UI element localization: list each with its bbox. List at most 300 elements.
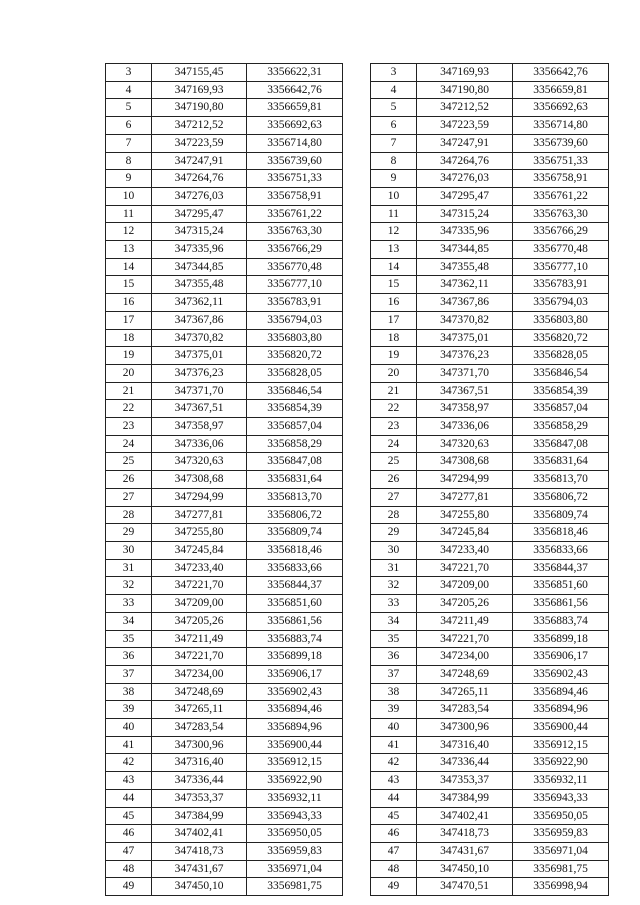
point-number-cell: 22: [371, 400, 417, 418]
y-coordinate-cell: 3356714,80: [513, 117, 609, 135]
x-coordinate-cell: 347371,70: [417, 364, 513, 382]
table-row: [371, 860, 609, 878]
y-coordinate-cell: 3356763,30: [513, 205, 609, 223]
x-coordinate-cell: 347155,45: [152, 64, 247, 82]
point-number-cell: 45: [106, 807, 152, 825]
table-row: [106, 170, 343, 188]
table-row: [106, 241, 343, 259]
point-number-cell: 48: [371, 860, 417, 878]
table-row: [371, 258, 609, 276]
x-coordinate-cell: 347221,70: [417, 559, 513, 577]
point-number-cell: 37: [106, 665, 152, 683]
y-coordinate-cell: 3356761,22: [513, 187, 609, 205]
table-row: [371, 612, 609, 630]
point-number-cell: 35: [371, 630, 417, 648]
point-number-cell: 46: [371, 825, 417, 843]
x-coordinate-cell: 347450,10: [152, 878, 247, 896]
y-coordinate-cell: 3356899,18: [513, 630, 609, 648]
x-coordinate-cell: 347234,00: [152, 665, 247, 683]
y-coordinate-cell: 3356783,91: [247, 294, 343, 312]
x-coordinate-cell: 347223,59: [152, 134, 247, 152]
point-number-cell: 43: [371, 772, 417, 790]
x-coordinate-cell: 347190,80: [152, 99, 247, 117]
table-row: [371, 506, 609, 524]
x-coordinate-cell: 347353,37: [417, 772, 513, 790]
y-coordinate-cell: 3356854,39: [247, 400, 343, 418]
table-row: [106, 541, 343, 559]
y-coordinate-cell: 3356761,22: [247, 205, 343, 223]
x-coordinate-cell: 347315,24: [417, 205, 513, 223]
table-row: [106, 471, 343, 489]
y-coordinate-cell: 3356828,05: [513, 347, 609, 365]
table-row: [106, 453, 343, 471]
point-number-cell: 36: [106, 648, 152, 666]
table-row: [371, 825, 609, 843]
y-coordinate-cell: 3356820,72: [247, 347, 343, 365]
x-coordinate-cell: 347370,82: [417, 311, 513, 329]
y-coordinate-cell: 3356809,74: [247, 524, 343, 542]
x-coordinate-cell: 347265,11: [417, 683, 513, 701]
point-number-cell: 31: [106, 559, 152, 577]
x-coordinate-cell: 347315,24: [152, 223, 247, 241]
point-number-cell: 13: [106, 241, 152, 259]
table-row: [106, 506, 343, 524]
x-coordinate-cell: 347294,99: [417, 471, 513, 489]
point-number-cell: 47: [106, 842, 152, 860]
y-coordinate-cell: 3356906,17: [247, 665, 343, 683]
table-row: [371, 736, 609, 754]
x-coordinate-cell: 347255,80: [417, 506, 513, 524]
table-row: [106, 878, 343, 896]
y-coordinate-cell: 3356833,66: [513, 541, 609, 559]
y-coordinate-cell: 3356854,39: [513, 382, 609, 400]
point-number-cell: 15: [371, 276, 417, 294]
table-row: [106, 152, 343, 170]
point-number-cell: 3: [106, 64, 152, 82]
x-coordinate-cell: 347212,52: [417, 99, 513, 117]
x-coordinate-cell: 347265,11: [152, 701, 247, 719]
table-row: [371, 789, 609, 807]
y-coordinate-cell: 3356894,46: [247, 701, 343, 719]
table-row: [371, 772, 609, 790]
x-coordinate-cell: 347362,11: [152, 294, 247, 312]
y-coordinate-cell: 3356858,29: [247, 435, 343, 453]
y-coordinate-cell: 3356758,91: [247, 187, 343, 205]
y-coordinate-cell: 3356763,30: [247, 223, 343, 241]
y-coordinate-cell: 3356809,74: [513, 506, 609, 524]
x-coordinate-cell: 347367,86: [417, 294, 513, 312]
x-coordinate-cell: 347308,68: [417, 453, 513, 471]
point-number-cell: 16: [106, 294, 152, 312]
table-row: [371, 807, 609, 825]
x-coordinate-cell: 347353,37: [152, 789, 247, 807]
table-row: [371, 400, 609, 418]
table-row: [371, 488, 609, 506]
x-coordinate-cell: 347384,99: [152, 807, 247, 825]
point-number-cell: 37: [371, 665, 417, 683]
x-coordinate-cell: 347336,06: [417, 418, 513, 436]
x-coordinate-cell: 347367,51: [417, 382, 513, 400]
x-coordinate-cell: 347470,51: [417, 878, 513, 896]
x-coordinate-cell: 347320,63: [152, 453, 247, 471]
y-coordinate-cell: 3356806,72: [247, 506, 343, 524]
point-number-cell: 41: [106, 736, 152, 754]
x-coordinate-cell: 347276,03: [152, 187, 247, 205]
table-row: [371, 64, 609, 82]
table-row: [106, 825, 343, 843]
x-coordinate-cell: 347367,86: [152, 311, 247, 329]
x-coordinate-cell: 347316,40: [152, 754, 247, 772]
x-coordinate-cell: 347211,49: [417, 612, 513, 630]
y-coordinate-cell: 3356739,60: [513, 134, 609, 152]
y-coordinate-cell: 3356813,70: [247, 488, 343, 506]
y-coordinate-cell: 3356622,31: [247, 64, 343, 82]
x-coordinate-cell: 347295,47: [417, 187, 513, 205]
x-coordinate-cell: 347233,40: [417, 541, 513, 559]
x-coordinate-cell: 347221,70: [152, 577, 247, 595]
table-row: [371, 241, 609, 259]
x-coordinate-cell: 347362,11: [417, 276, 513, 294]
y-coordinate-cell: 3356828,05: [247, 364, 343, 382]
point-number-cell: 16: [371, 294, 417, 312]
x-coordinate-cell: 347344,85: [152, 258, 247, 276]
x-coordinate-cell: 347245,84: [417, 524, 513, 542]
table-row: [371, 382, 609, 400]
x-coordinate-cell: 347211,49: [152, 630, 247, 648]
point-number-cell: 33: [106, 595, 152, 613]
y-coordinate-cell: 3356857,04: [247, 418, 343, 436]
x-coordinate-cell: 347221,70: [152, 648, 247, 666]
y-coordinate-cell: 3356906,17: [513, 648, 609, 666]
y-coordinate-cell: 3356851,60: [513, 577, 609, 595]
table-row: [106, 842, 343, 860]
point-number-cell: 10: [371, 187, 417, 205]
y-coordinate-cell: 3356794,03: [247, 311, 343, 329]
point-number-cell: 30: [371, 541, 417, 559]
point-number-cell: 32: [106, 577, 152, 595]
table-row: [106, 772, 343, 790]
table-row: [371, 453, 609, 471]
table-row: [106, 187, 343, 205]
y-coordinate-cell: 3356998,94: [513, 878, 609, 896]
point-number-cell: 6: [371, 117, 417, 135]
point-number-cell: 31: [371, 559, 417, 577]
point-number-cell: 18: [106, 329, 152, 347]
table-row: [106, 595, 343, 613]
table-row: [371, 170, 609, 188]
point-number-cell: 5: [106, 99, 152, 117]
point-number-cell: 23: [106, 418, 152, 436]
x-coordinate-cell: 347335,96: [152, 241, 247, 259]
x-coordinate-cell: 347205,26: [417, 595, 513, 613]
point-number-cell: 7: [371, 134, 417, 152]
table-row: [371, 577, 609, 595]
x-coordinate-cell: 347190,80: [417, 81, 513, 99]
point-number-cell: 14: [106, 258, 152, 276]
x-coordinate-cell: 347247,91: [152, 152, 247, 170]
table-row: [371, 701, 609, 719]
point-number-cell: 44: [106, 789, 152, 807]
point-number-cell: 43: [106, 772, 152, 790]
table-row: [106, 400, 343, 418]
table-row: [371, 524, 609, 542]
table-row: [106, 294, 343, 312]
point-number-cell: 33: [371, 595, 417, 613]
point-number-cell: 21: [106, 382, 152, 400]
y-coordinate-cell: 3356847,08: [247, 453, 343, 471]
point-number-cell: 17: [106, 311, 152, 329]
point-number-cell: 23: [371, 418, 417, 436]
x-coordinate-cell: 347209,00: [152, 595, 247, 613]
point-number-cell: 20: [106, 364, 152, 382]
x-coordinate-cell: 347344,85: [417, 241, 513, 259]
y-coordinate-cell: 3356642,76: [247, 81, 343, 99]
x-coordinate-cell: 347169,93: [417, 64, 513, 82]
table-row: [106, 64, 343, 82]
y-coordinate-cell: 3356932,11: [247, 789, 343, 807]
table-row: [106, 683, 343, 701]
y-coordinate-cell: 3356857,04: [513, 400, 609, 418]
x-coordinate-cell: 347358,97: [152, 418, 247, 436]
x-coordinate-cell: 347402,41: [152, 825, 247, 843]
point-number-cell: 3: [371, 64, 417, 82]
table-row: [371, 223, 609, 241]
x-coordinate-cell: 347264,76: [417, 152, 513, 170]
point-number-cell: 7: [106, 134, 152, 152]
point-number-cell: 5: [371, 99, 417, 117]
point-number-cell: 28: [106, 506, 152, 524]
point-number-cell: 15: [106, 276, 152, 294]
point-number-cell: 10: [106, 187, 152, 205]
point-number-cell: 12: [371, 223, 417, 241]
point-number-cell: 29: [106, 524, 152, 542]
x-coordinate-cell: 347234,00: [417, 648, 513, 666]
x-coordinate-cell: 347431,67: [417, 842, 513, 860]
x-coordinate-cell: 347316,40: [417, 736, 513, 754]
point-number-cell: 34: [106, 612, 152, 630]
table-row: [106, 701, 343, 719]
table-row: [106, 435, 343, 453]
point-number-cell: 14: [371, 258, 417, 276]
point-number-cell: 11: [371, 205, 417, 223]
point-number-cell: 26: [371, 471, 417, 489]
point-number-cell: 19: [371, 347, 417, 365]
table-row: [106, 559, 343, 577]
point-number-cell: 46: [106, 825, 152, 843]
y-coordinate-cell: 3356766,29: [247, 241, 343, 259]
table-row: [371, 878, 609, 896]
point-number-cell: 8: [371, 152, 417, 170]
table-row: [106, 665, 343, 683]
point-number-cell: 36: [371, 648, 417, 666]
y-coordinate-cell: 3356971,04: [513, 842, 609, 860]
x-coordinate-cell: 347418,73: [152, 842, 247, 860]
x-coordinate-cell: 347277,81: [152, 506, 247, 524]
point-number-cell: 26: [106, 471, 152, 489]
point-number-cell: 41: [371, 736, 417, 754]
y-coordinate-cell: 3356950,05: [513, 807, 609, 825]
y-coordinate-cell: 3356692,63: [247, 117, 343, 135]
table-row: [371, 719, 609, 737]
table-row: [106, 648, 343, 666]
table-row: [371, 630, 609, 648]
table-row: [371, 99, 609, 117]
point-number-cell: 34: [371, 612, 417, 630]
x-coordinate-cell: 347336,44: [152, 772, 247, 790]
point-number-cell: 11: [106, 205, 152, 223]
point-number-cell: 38: [106, 683, 152, 701]
x-coordinate-cell: 347205,26: [152, 612, 247, 630]
y-coordinate-cell: 3356971,04: [247, 860, 343, 878]
x-coordinate-cell: 347375,01: [417, 329, 513, 347]
y-coordinate-cell: 3356751,33: [247, 170, 343, 188]
y-coordinate-cell: 3356861,56: [247, 612, 343, 630]
y-coordinate-cell: 3356783,91: [513, 276, 609, 294]
x-coordinate-cell: 347367,51: [152, 400, 247, 418]
point-number-cell: 39: [371, 701, 417, 719]
x-coordinate-cell: 347375,01: [152, 347, 247, 365]
point-number-cell: 40: [371, 719, 417, 737]
x-coordinate-cell: 347355,48: [417, 258, 513, 276]
table-row: [371, 559, 609, 577]
table-row: [371, 541, 609, 559]
y-coordinate-cell: 3356900,44: [247, 736, 343, 754]
y-coordinate-cell: 3356851,60: [247, 595, 343, 613]
y-coordinate-cell: 3356943,33: [513, 789, 609, 807]
y-coordinate-cell: 3356803,80: [513, 311, 609, 329]
table-row: [106, 754, 343, 772]
y-coordinate-cell: 3356883,74: [513, 612, 609, 630]
y-coordinate-cell: 3356659,81: [247, 99, 343, 117]
point-number-cell: 27: [371, 488, 417, 506]
x-coordinate-cell: 347277,81: [417, 488, 513, 506]
table-row: [371, 187, 609, 205]
y-coordinate-cell: 3356883,74: [247, 630, 343, 648]
y-coordinate-cell: 3356692,63: [513, 99, 609, 117]
point-number-cell: 24: [371, 435, 417, 453]
y-coordinate-cell: 3356803,80: [247, 329, 343, 347]
x-coordinate-cell: 347450,10: [417, 860, 513, 878]
x-coordinate-cell: 347300,96: [417, 719, 513, 737]
table-row: [106, 258, 343, 276]
x-coordinate-cell: 347276,03: [417, 170, 513, 188]
y-coordinate-cell: 3356714,80: [247, 134, 343, 152]
x-coordinate-cell: 347294,99: [152, 488, 247, 506]
point-number-cell: 20: [371, 364, 417, 382]
x-coordinate-cell: 347320,63: [417, 435, 513, 453]
x-coordinate-cell: 347221,70: [417, 630, 513, 648]
table-row: [371, 205, 609, 223]
y-coordinate-cell: 3356894,46: [513, 683, 609, 701]
y-coordinate-cell: 3356902,43: [247, 683, 343, 701]
table-row: [106, 99, 343, 117]
point-number-cell: 4: [371, 81, 417, 99]
y-coordinate-cell: 3356770,48: [513, 241, 609, 259]
x-coordinate-cell: 347384,99: [417, 789, 513, 807]
table-row: [371, 152, 609, 170]
table-row: [371, 471, 609, 489]
point-number-cell: 19: [106, 347, 152, 365]
point-number-cell: 25: [106, 453, 152, 471]
y-coordinate-cell: 3356981,75: [513, 860, 609, 878]
point-number-cell: 42: [106, 754, 152, 772]
point-number-cell: 13: [371, 241, 417, 259]
table-row: [371, 347, 609, 365]
point-number-cell: 28: [371, 506, 417, 524]
y-coordinate-cell: 3356770,48: [247, 258, 343, 276]
point-number-cell: 24: [106, 435, 152, 453]
x-coordinate-cell: 347212,52: [152, 117, 247, 135]
y-coordinate-cell: 3356894,96: [247, 719, 343, 737]
table-row: [106, 736, 343, 754]
table-row: [106, 311, 343, 329]
point-number-cell: 30: [106, 541, 152, 559]
table-row: [371, 435, 609, 453]
x-coordinate-cell: 347248,69: [152, 683, 247, 701]
table-row: [106, 860, 343, 878]
y-coordinate-cell: 3356831,64: [247, 471, 343, 489]
x-coordinate-cell: 347255,80: [152, 524, 247, 542]
table-row: [106, 630, 343, 648]
table-row: [106, 205, 343, 223]
y-coordinate-cell: 3356844,37: [513, 559, 609, 577]
point-number-cell: 8: [106, 152, 152, 170]
point-number-cell: 49: [371, 878, 417, 896]
point-number-cell: 18: [371, 329, 417, 347]
y-coordinate-cell: 3356758,91: [513, 170, 609, 188]
y-coordinate-cell: 3356818,46: [513, 524, 609, 542]
table-row: [371, 276, 609, 294]
table-row: [106, 789, 343, 807]
x-coordinate-cell: 347283,54: [417, 701, 513, 719]
y-coordinate-cell: 3356899,18: [247, 648, 343, 666]
table-row: [371, 329, 609, 347]
x-coordinate-cell: 347371,70: [152, 382, 247, 400]
y-coordinate-cell: 3356766,29: [513, 223, 609, 241]
y-coordinate-cell: 3356912,15: [513, 736, 609, 754]
point-number-cell: 47: [371, 842, 417, 860]
x-coordinate-cell: 347209,00: [417, 577, 513, 595]
coordinates-table-left: [105, 63, 343, 896]
y-coordinate-cell: 3356794,03: [513, 294, 609, 312]
x-coordinate-cell: 347418,73: [417, 825, 513, 843]
point-number-cell: 29: [371, 524, 417, 542]
point-number-cell: 39: [106, 701, 152, 719]
coordinates-table-right: [370, 63, 609, 896]
table-row: [371, 81, 609, 99]
y-coordinate-cell: 3356861,56: [513, 595, 609, 613]
y-coordinate-cell: 3356739,60: [247, 152, 343, 170]
table-row: [371, 842, 609, 860]
y-coordinate-cell: 3356912,15: [247, 754, 343, 772]
y-coordinate-cell: 3356751,33: [513, 152, 609, 170]
y-coordinate-cell: 3356922,90: [513, 754, 609, 772]
x-coordinate-cell: 347248,69: [417, 665, 513, 683]
table-row: [106, 117, 343, 135]
point-number-cell: 44: [371, 789, 417, 807]
table-row: [106, 364, 343, 382]
y-coordinate-cell: 3356950,05: [247, 825, 343, 843]
y-coordinate-cell: 3356820,72: [513, 329, 609, 347]
point-number-cell: 17: [371, 311, 417, 329]
x-coordinate-cell: 347336,06: [152, 435, 247, 453]
table-row: [106, 418, 343, 436]
x-coordinate-cell: 347223,59: [417, 117, 513, 135]
point-number-cell: 42: [371, 754, 417, 772]
point-number-cell: 32: [371, 577, 417, 595]
point-number-cell: 4: [106, 81, 152, 99]
point-number-cell: 22: [106, 400, 152, 418]
